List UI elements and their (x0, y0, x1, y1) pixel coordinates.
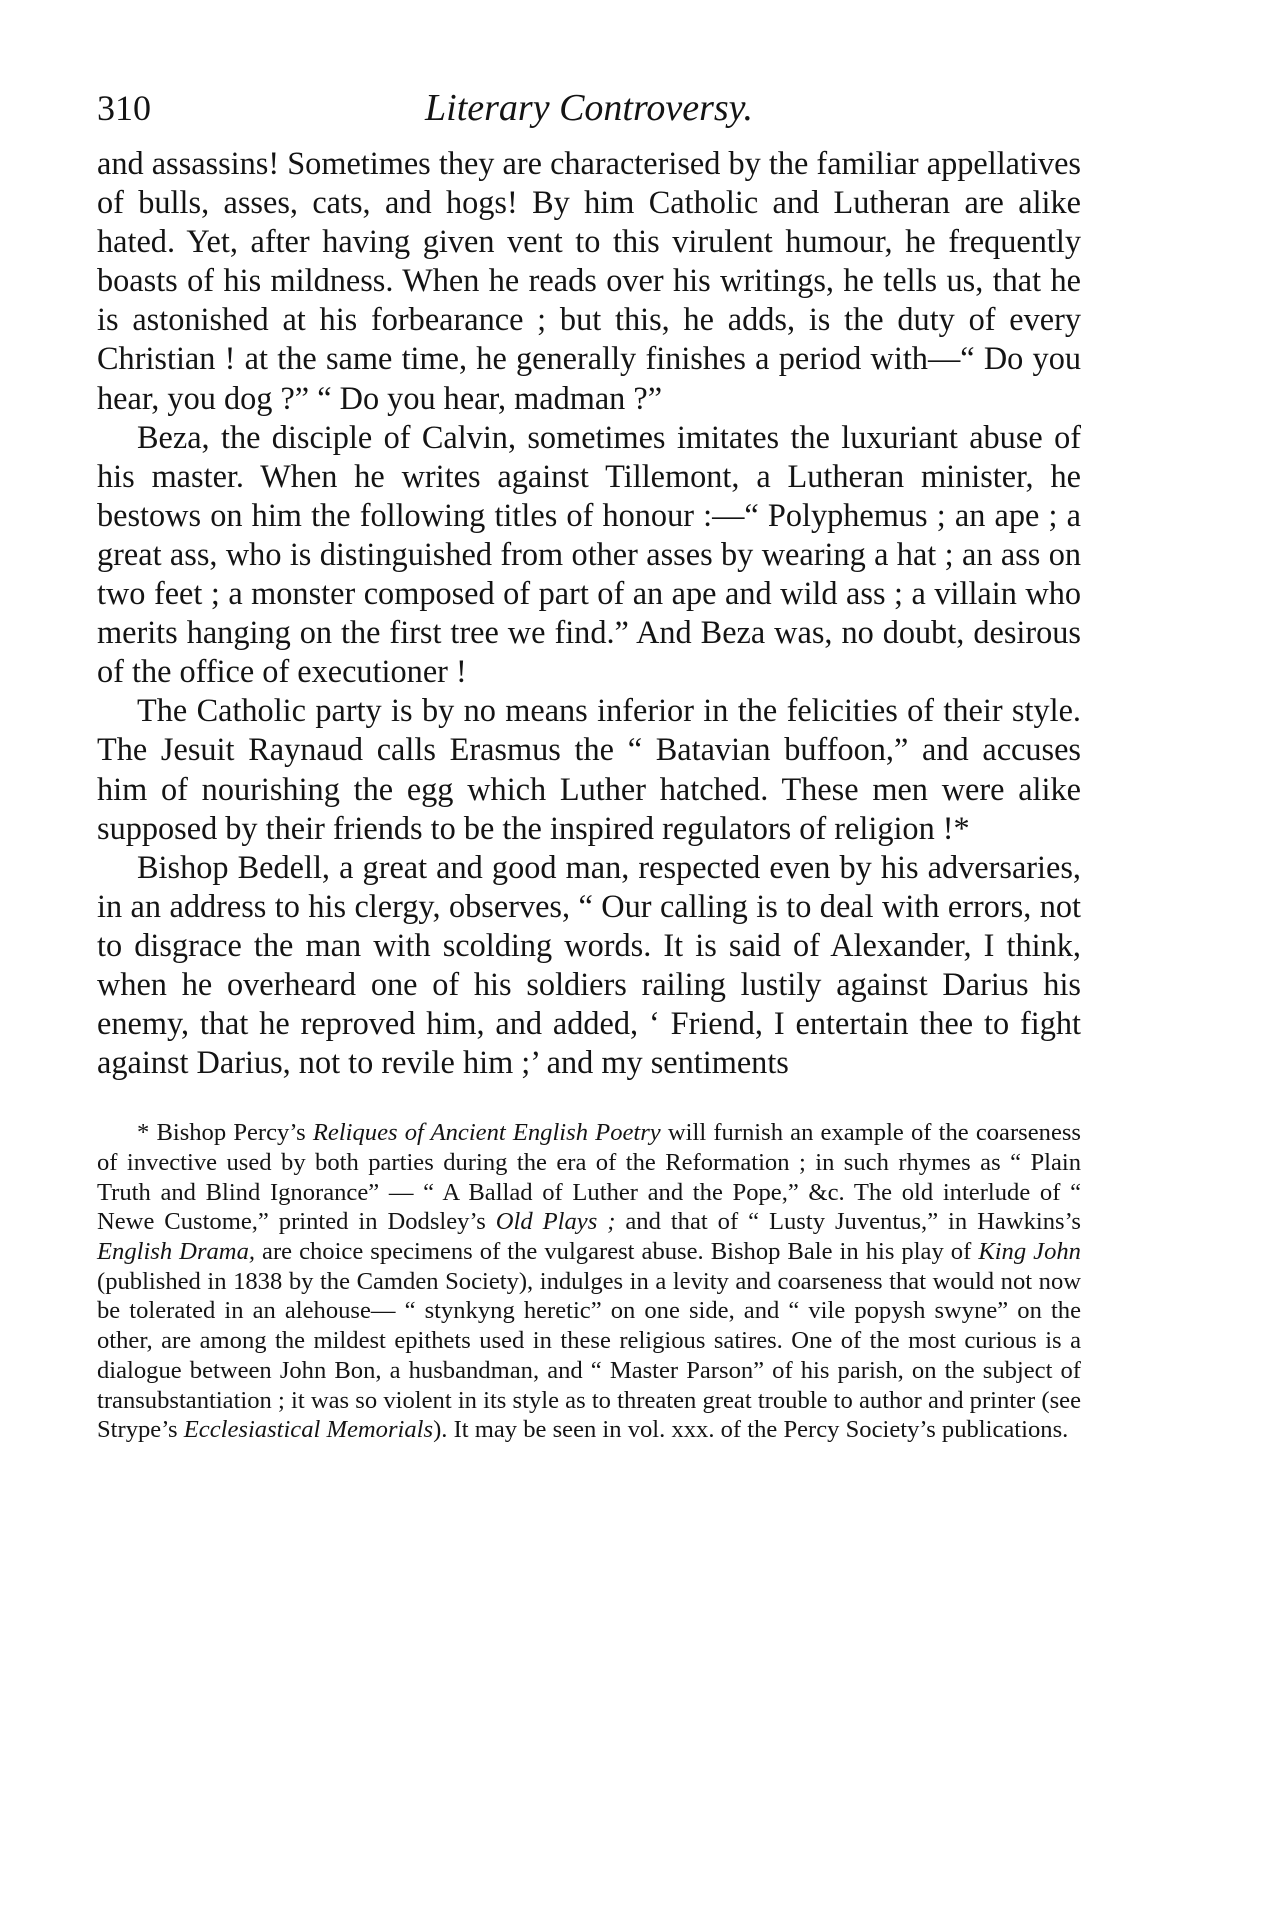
footnote-title-ecclesiastical-memorials: Ecclesiastical Memorials (183, 1416, 434, 1444)
footnote-title-english-drama: English Drama, (97, 1238, 256, 1266)
paragraph-2: Beza, the disciple of Calvin, sometimes imitates the luxuriant abuse of his master. When he writes against Tillemont, a Lutheran minister, he bestows on him the following titles of honour :—“ Polyphemus ; an ape ; a great ass, who is distinguished from other asses by wearing a hat ; an ass on two feet ; a monster composed of part of an ape and wild ass ; a villain who merits hanging on the first tree we find.” And Beza was, no doubt, desirous of the office of executioner ! (97, 418, 1081, 690)
paragraph-3: The Catholic party is by no means inferior in the felicities of their style. The Jesuit Raynaud calls Erasmus the “ Batavian buffoon,” and accuses him of nourishing the egg which Luther hatched. These men were alike supposed by their friends to be the inspired regulators of religion !* (97, 692, 1081, 846)
footnote-run-2: will furnish an example of the coarseness of invective used by both parties during the era of the Reformation ; in such rhymes as “ Plain Truth and Blind Ignorance” — “ A Ballad of Luther and the Pope,” &c. The old interlude of “ Newe Custome,” printed in Dodsley’s (97, 1119, 1082, 1236)
page-header (97, 88, 1081, 144)
page-number: 310 (97, 88, 151, 128)
footnote-run-5: (published in 1838 by the Camden Society), indulges in a levity and coarseness that would not now be tolerated in an alehouse— “ stynkyng heretic” on one side, and “ vile popysh swyne” on the other, are among the mildest epithets used in these religious satires. One of the most curious is a dialogue between John Bon, a husbandman, and “ Master Parson” of his parish, on the subject of transubstantiation ; it was so violent in its style as to threaten great trouble to author and printer (see Strype’s (97, 1267, 1081, 1444)
footnote-run-3: and that of “ Lusty Juventus,” in Hawkins’s (615, 1208, 1081, 1236)
footnote-run-6: ). It may be seen in vol. xxx. of the Percy Society’s publications. (433, 1416, 1069, 1444)
main-text (97, 144, 1081, 1082)
footnote-run-4: are choice specimens of the vulgarest abuse. Bishop Bale in his play of (255, 1238, 979, 1266)
footnote-run-1: * Bishop Percy’s (137, 1119, 313, 1147)
running-title: Literary Controversy. (425, 87, 753, 129)
paragraph-4: Bishop Bedell, a great and good man, respected even by his adversaries, in an address to his clergy, observes, “ Our calling is to deal with errors, not to disgrace the man with scolding words. It is said of Alexander, I think, when he overheard one of his soldiers railing lustily against Darius his enemy, that he reproved him, and added, ‘ Friend, I entertain thee to fight against Darius, not to revile him ;’ and my sentiments (97, 848, 1081, 1081)
footnote (97, 1118, 1081, 1445)
footnote-title-king-john: King John (978, 1238, 1081, 1266)
footnote-title-old-plays: Old Plays ; (495, 1208, 616, 1236)
paragraph-1: and assassins! Sometimes they are characterised by the familiar appellatives of bulls, asses, cats, and hogs! By him Catholic and Lutheran are alike hated. Yet, after having given vent to this virulent humour, he frequently boasts of his mildness. When he reads over his writings, he tells us, that he is astonished at his forbearance ; but this, he adds, is the duty of every Christian ! at the same time, he generally finishes a period with—“ Do you hear, you dog ?” “ Do you hear, madman ?” (97, 145, 1081, 416)
footnote-text (97, 1118, 1081, 1445)
book-page (97, 88, 1081, 1445)
footnote-title-reliques: Reliques of Ancient English Poetry (312, 1119, 661, 1147)
